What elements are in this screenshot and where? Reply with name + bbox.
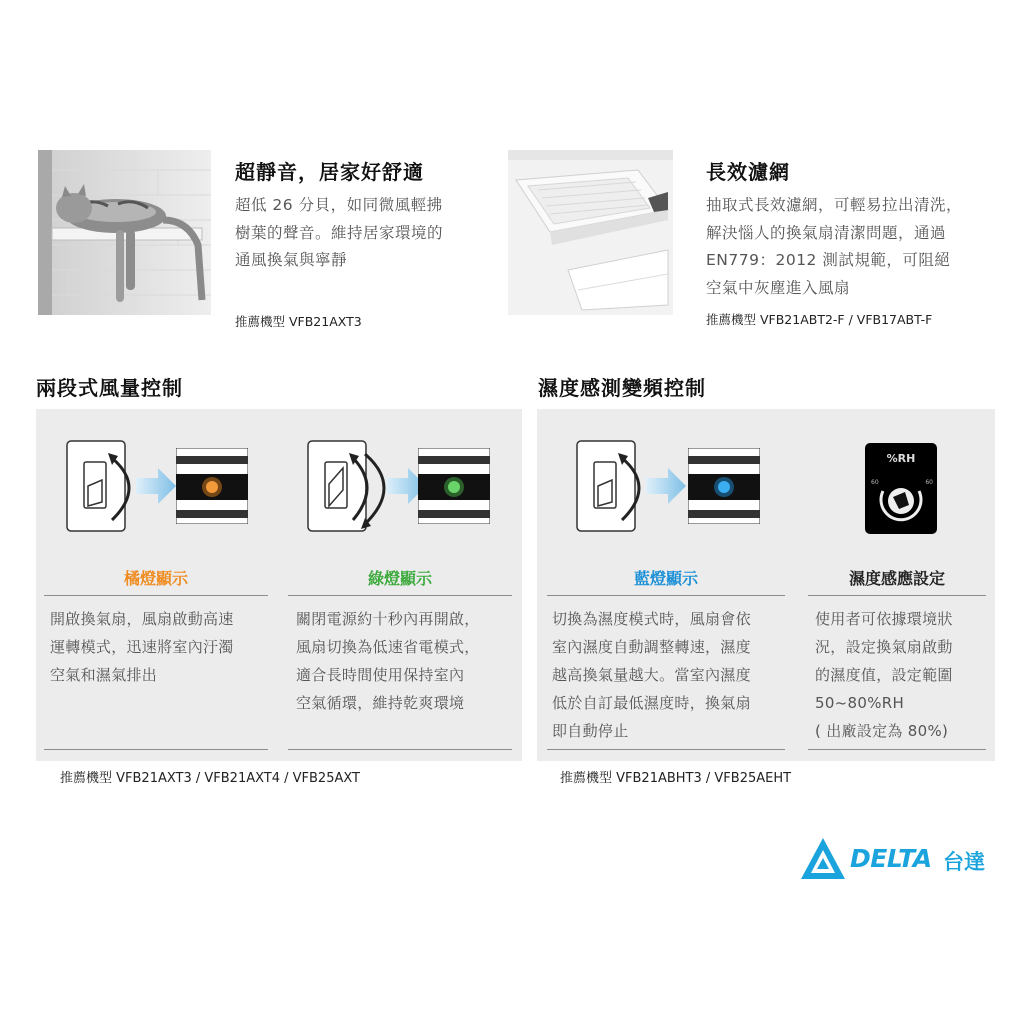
delta-wordmark: DELTA xyxy=(850,844,932,873)
text-line: 開啟換氣扇，風扇啟動高速 xyxy=(50,610,234,628)
text-line: 空氣循環，維持乾爽環境 xyxy=(296,694,465,712)
indicator-blue-panel xyxy=(688,448,760,524)
feature-1-description xyxy=(235,192,443,275)
blue-light-heading: 藍燈顯示 xyxy=(633,569,698,588)
text-line: 關閉電源約十秒內再開啟， xyxy=(296,610,480,628)
divider xyxy=(808,595,986,596)
humidity-setting-description xyxy=(815,605,953,745)
delta-logo xyxy=(800,836,990,882)
text-line: 解決惱人的換氣扇清潔問題，通過 xyxy=(706,223,947,242)
indicator-green-panel xyxy=(418,448,490,524)
divider xyxy=(288,595,512,596)
delta-chinese-name: 台達 xyxy=(943,850,985,874)
text-line: 樹葉的聲音。維持居家環境的 xyxy=(235,223,444,242)
feature-2-description xyxy=(706,192,962,302)
ceiling-fan-filter-photo xyxy=(508,150,673,315)
dial-rh-label: %RH xyxy=(886,452,916,465)
section-1-recommend: 推薦機型 VFB21AXT3 / VFB21AXT4 / VFB25AXT xyxy=(60,771,360,786)
text-line: 適合長時間使用保持室內 xyxy=(296,666,465,684)
blue-light-description xyxy=(552,605,751,745)
divider xyxy=(547,595,785,596)
text-line: 使用者可依據環境狀 xyxy=(815,610,953,628)
dial-knob-icon[interactable] xyxy=(865,443,937,534)
indicator-orange-panel xyxy=(176,448,248,524)
feature-1-title: 超靜音，居家好舒適 xyxy=(235,160,424,184)
text-line: EN779：2012 測試規範，可阻絕 xyxy=(706,251,951,269)
feature-2-recommend: 推薦機型 VFB21ABT2-F / VFB17ABT-F xyxy=(706,312,933,327)
text-line: 的濕度值，設定範圍 xyxy=(815,666,953,684)
text-line: ( 出廠設定為 80%) xyxy=(815,722,949,740)
text-line: 空氣和濕氣排出 xyxy=(50,666,158,684)
divider xyxy=(288,749,512,750)
delta-triangle-icon xyxy=(800,836,846,880)
dial-min-label: 60 xyxy=(871,479,879,486)
humidity-dial xyxy=(865,443,937,534)
section-1-title: 兩段式風量控制 xyxy=(36,376,183,400)
green-light-heading: 綠燈顯示 xyxy=(367,569,432,588)
section-2-recommend: 推薦機型 VFB21ABHT3 / VFB25AEHT xyxy=(560,771,792,786)
text-line: 通風換氣與寧靜 xyxy=(235,251,348,269)
text-line: 況，設定換氣扇啟動 xyxy=(815,638,953,656)
text-line: 空氣中灰塵進入風扇 xyxy=(706,278,851,297)
text-line: 即自動停止 xyxy=(552,722,629,740)
arrow-right-icon xyxy=(646,468,686,504)
wall-switch-double-arrow-icon xyxy=(307,440,397,534)
section-2-title: 濕度感測變頻控制 xyxy=(538,376,706,400)
text-line: 低於自訂最低濕度時，換氣扇 xyxy=(552,694,751,712)
text-line: 切換為濕度模式時，風扇會依 xyxy=(552,610,751,628)
orange-light-description xyxy=(50,605,234,689)
text-line: 抽取式長效濾網，可輕易拉出清洗， xyxy=(706,196,963,214)
feature-2-title: 長效濾網 xyxy=(706,160,790,184)
humidity-setting-heading: 濕度感應設定 xyxy=(848,569,945,588)
text-line: 超低 26 分貝，如同微風輕拂 xyxy=(235,196,443,214)
text-line: 運轉模式，迅速將室內汙濁 xyxy=(50,638,234,656)
divider xyxy=(44,749,268,750)
divider xyxy=(808,749,986,750)
feature-1-recommend: 推薦機型 VFB21AXT3 xyxy=(235,314,362,329)
green-light-description xyxy=(296,605,480,717)
divider xyxy=(44,595,268,596)
divider xyxy=(547,749,785,750)
text-line: 室內濕度自動調整轉速，濕度 xyxy=(552,638,751,656)
orange-light-heading: 橘燈顯示 xyxy=(123,569,188,588)
arrow-right-icon xyxy=(136,468,176,504)
sleeping-cat-photo xyxy=(38,150,211,315)
text-line: 風扇切換為低速省電模式， xyxy=(296,638,480,656)
text-line: 越高換氣量越大。當室內濕度 xyxy=(552,666,751,684)
text-line: 50~80%RH xyxy=(815,694,905,712)
dial-max-label: 60 xyxy=(925,479,933,486)
